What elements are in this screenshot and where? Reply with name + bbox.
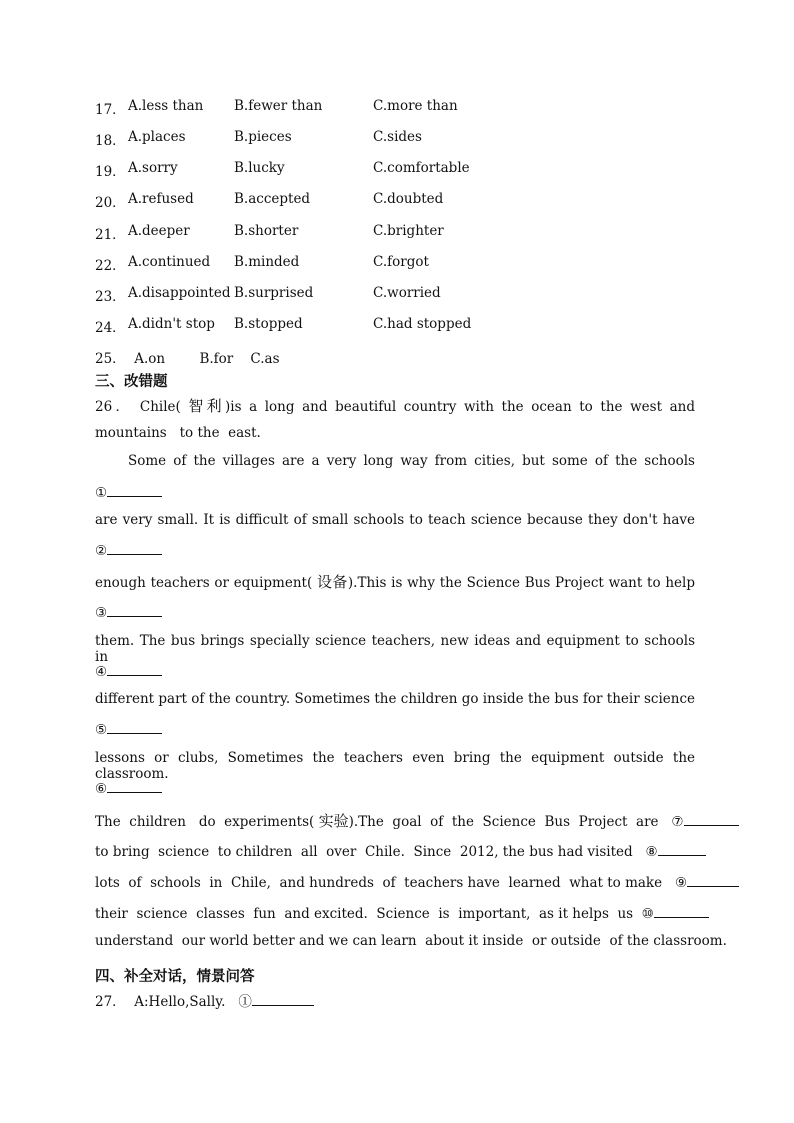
blank-marker: ⑥ xyxy=(95,781,108,797)
blank-4 xyxy=(95,661,162,680)
blank-5 xyxy=(95,719,162,738)
passage-line-11 xyxy=(95,872,739,891)
passage-line-13: understand our world better and we can learn about it inside or outside of the classroom. xyxy=(95,933,727,949)
blank-marker: ③ xyxy=(95,605,108,621)
option-a: A.refused xyxy=(128,191,194,207)
section-4-title: 四、补全对话，情景问答 xyxy=(95,969,255,985)
passage-line-12 xyxy=(95,903,709,922)
option-a: A.disappointed xyxy=(128,285,231,301)
line-10-text: to bring science to children all over Chile. Since 2012, the bus had visited xyxy=(95,844,646,860)
passage-line-3: Some of the villages are a very long way from cities, but some of the schools xyxy=(128,453,695,469)
passage-line-8: lessons or clubs, Sometimes the teachers even bring the equipment outside the classroom. xyxy=(95,750,695,782)
blank-marker: ⑨ xyxy=(674,875,688,891)
question-number: 17． xyxy=(95,102,126,118)
option-c: C.brighter xyxy=(373,223,444,239)
question-27-text: 27． A:Hello,Sally. xyxy=(95,994,239,1010)
option-b: B.accepted xyxy=(234,191,311,207)
option-c: C.worried xyxy=(373,285,441,301)
option-b: B.minded xyxy=(234,254,300,270)
question-number: 22． xyxy=(95,258,126,274)
question-number: 18． xyxy=(95,133,126,149)
answer-blank[interactable] xyxy=(107,661,162,676)
passage-line-1 xyxy=(95,395,695,416)
blank-marker: ⑩ xyxy=(641,906,654,922)
option-c: C.forgot xyxy=(373,254,429,270)
line-9-end: ).The goal of the Science Bus Project are xyxy=(348,814,672,830)
line-9-start: The children do experiments( xyxy=(95,814,319,830)
blank-marker: ① xyxy=(95,485,108,501)
option-c: C.more than xyxy=(373,98,458,114)
line-5-start: enough teachers or equipment( xyxy=(95,575,317,591)
passage-line-9 xyxy=(95,810,739,831)
option-b: B.pieces xyxy=(234,129,292,145)
chinese-gloss: 智利 xyxy=(188,397,225,415)
option-c: C.sides xyxy=(373,129,422,145)
option-c: C.had stopped xyxy=(373,316,472,332)
option-a: A.sorry xyxy=(128,160,178,176)
answer-blank[interactable] xyxy=(654,903,709,918)
option-a: A.places xyxy=(128,129,186,145)
option-c: C.comfortable xyxy=(373,160,470,176)
line-12-text: their science classes fun and excited. Science is important, as it helps us xyxy=(95,906,642,922)
chinese-gloss: 设备 xyxy=(316,573,348,591)
line-11-text: lots of schools in Chile, and hundreds of teachers have learned what to make xyxy=(95,875,675,891)
passage-line-5 xyxy=(95,571,695,592)
blank-marker: ⑤ xyxy=(95,722,108,738)
answer-blank[interactable] xyxy=(252,991,314,1006)
line-1-start: 26． Chile( xyxy=(95,399,189,415)
section-3-title: 三、改错题 xyxy=(95,374,168,390)
blank-marker: ② xyxy=(95,543,108,559)
option-b: B.surprised xyxy=(234,285,314,301)
blank-3 xyxy=(95,602,162,621)
question-number: 24． xyxy=(95,320,126,336)
blank-2 xyxy=(95,540,162,559)
passage-line-7: different part of the country. Sometimes the children go inside the bus for their science xyxy=(95,691,695,707)
option-b: B.lucky xyxy=(234,160,285,176)
question-27 xyxy=(95,990,314,1010)
line-1-end: )is a long and beautiful country with the ocean to the west and xyxy=(224,399,695,415)
answer-blank[interactable] xyxy=(687,872,739,887)
option-c: C.doubted xyxy=(373,191,444,207)
option-a: A.less than xyxy=(128,98,204,114)
blank-marker: ⑧ xyxy=(645,844,658,860)
answer-blank[interactable] xyxy=(107,482,162,497)
question-number: 21． xyxy=(95,227,126,243)
blank-marker: ④ xyxy=(95,664,108,680)
option-b: B.fewer than xyxy=(234,98,323,114)
passage-line-2: mountains to the east. xyxy=(95,425,261,441)
option-b: B.stopped xyxy=(234,316,303,332)
blank-marker: ⑦ xyxy=(671,814,684,830)
question-number: 19． xyxy=(95,164,126,180)
blank-6 xyxy=(95,778,162,797)
question-25: 25． A.on B.for C.as xyxy=(95,351,280,367)
answer-blank[interactable] xyxy=(684,811,739,826)
line-5-end: ).This is why the Science Bus Project want to help xyxy=(347,575,695,591)
answer-blank[interactable] xyxy=(107,719,162,734)
option-a: A.didn't stop xyxy=(128,316,215,332)
question-number: 23． xyxy=(95,289,126,305)
passage-line-6: them. The bus brings specially science teachers, new ideas and equipment to schools in xyxy=(95,633,695,665)
blank-marker: ① xyxy=(238,994,252,1010)
answer-blank[interactable] xyxy=(107,778,162,793)
option-a: A.deeper xyxy=(128,223,190,239)
answer-blank[interactable] xyxy=(107,540,162,555)
passage-line-4: are very small. It is difficult of small schools to teach science because they don't have xyxy=(95,512,695,528)
chinese-gloss: 实验 xyxy=(318,812,349,830)
option-b: B.shorter xyxy=(234,223,299,239)
answer-blank[interactable] xyxy=(658,841,706,856)
answer-blank[interactable] xyxy=(107,602,162,617)
option-a: A.continued xyxy=(128,254,211,270)
passage-line-10 xyxy=(95,841,706,860)
blank-1 xyxy=(95,482,162,501)
question-number: 20． xyxy=(95,195,126,211)
